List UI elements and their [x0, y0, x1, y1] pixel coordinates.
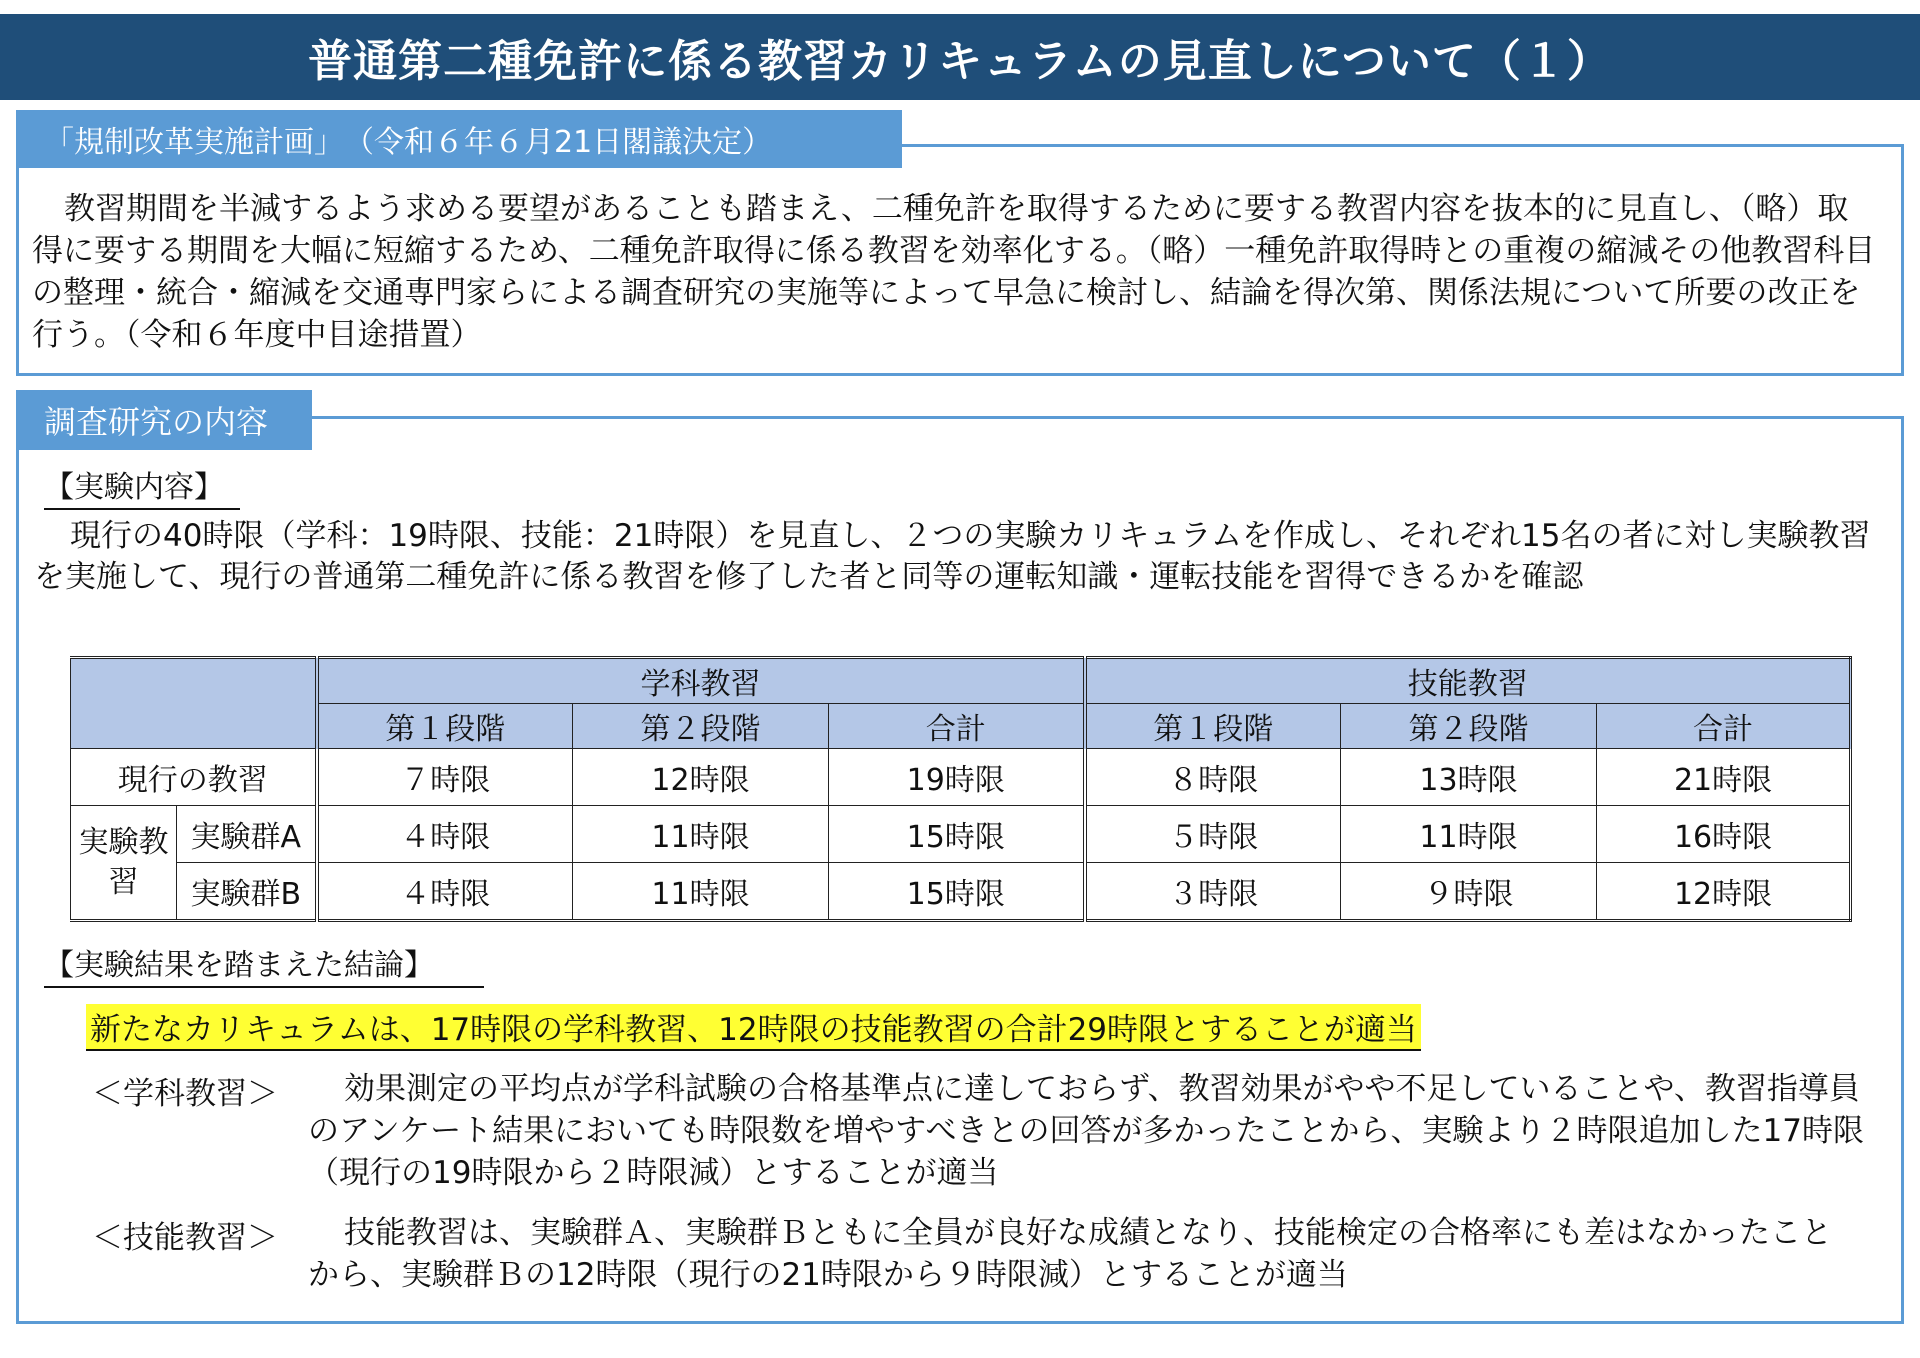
- table-cell: ８時限: [1085, 749, 1341, 806]
- subheader-skill-total: 合計: [1597, 704, 1851, 749]
- subheader-academic-total: 合計: [829, 704, 1085, 749]
- table-row-group-a: [71, 806, 1851, 863]
- academic-text: 効果測定の平均点が学科試験の合格基準点に達しておらず、教習効果がやや不足していることや、教習指導員のアンケート結果においても時限数を増やすべきとの回答が多かったことから、実験より２時限追加した17時限（現行の19時限から２時限減）とすることが適当: [308, 1071, 1864, 1191]
- table-cell: ７時限: [317, 749, 573, 806]
- table-subheader-row: [71, 704, 1851, 749]
- table-cell: 11時限: [1341, 806, 1597, 863]
- table-row-current: [71, 749, 1851, 806]
- curriculum-table: [70, 656, 1852, 922]
- table-corner: [71, 658, 317, 749]
- table-cell: 16時限: [1597, 806, 1851, 863]
- skill-text: 技能教習は、実験群Ａ、実験群Ｂともに全員が良好な成績となり、技能検定の合格率にも差はなかったことから、実験群Ｂの12時限（現行の21時限から９時限減）とすることが適当: [308, 1215, 1832, 1293]
- table-cell: 13時限: [1341, 749, 1597, 806]
- table-header-row: [71, 658, 1851, 704]
- header-skill: 技能教習: [1085, 658, 1851, 704]
- table-cell: ５時限: [1085, 806, 1341, 863]
- conclusion-highlight: 新たなカリキュラムは、17時限の学科教習、12時限の技能教習の合計29時限とすることが適当: [86, 1004, 1421, 1051]
- skill-label: ＜技能教習＞: [92, 1220, 278, 1256]
- table-cell: 11時限: [573, 863, 829, 921]
- table-cell: ９時限: [1341, 863, 1597, 921]
- table-cell: 11時限: [573, 806, 829, 863]
- table-cell: ３時限: [1085, 863, 1341, 921]
- page-title: 普通第二種免許に係る教習カリキュラムの見直しについて（１）: [0, 14, 1920, 100]
- row-label-group-a: 実験群A: [177, 806, 317, 863]
- table-cell: 21時限: [1597, 749, 1851, 806]
- table-cell: 15時限: [829, 806, 1085, 863]
- row-label-current: 現行の教習: [71, 749, 317, 806]
- subheader-academic-stage2: 第２段階: [573, 704, 829, 749]
- regulation-plan-label: 「規制改革実施計画」 （令和６年６月21日閣議決定）: [16, 110, 902, 168]
- subheader-skill-stage2: 第２段階: [1341, 704, 1597, 749]
- academic-label: ＜学科教習＞: [92, 1076, 278, 1112]
- subheader-academic-stage1: 第１段階: [317, 704, 573, 749]
- table-cell: 12時限: [1597, 863, 1851, 921]
- table-cell: ４時限: [317, 863, 573, 921]
- table-cell: 12時限: [573, 749, 829, 806]
- research-label: 調査研究の内容: [16, 390, 312, 450]
- conclusion-heading: 【実験結果を踏まえた結論】: [44, 940, 484, 988]
- table-cell: ４時限: [317, 806, 573, 863]
- subheader-skill-stage1: 第１段階: [1085, 704, 1341, 749]
- experiment-text: 現行の40時限（学科：19時限、技能：21時限）を見直し、２つの実験カリキュラムを作成し、それぞれ15名の者に対し実験教習を実施して、現行の普通第二種免許に係る教習を修了した者と同等の運転知識・運転技能を習得できるかを確認: [34, 518, 1871, 595]
- row-label-experiment: 実験教習: [71, 806, 177, 921]
- table-cell: 19時限: [829, 749, 1085, 806]
- header-academic: 学科教習: [317, 658, 1085, 704]
- experiment-heading: 【実験内容】: [44, 462, 240, 510]
- regulation-plan-text: 教習期間を半減するよう求める要望があることも踏まえ、二種免許を取得するために要する教習内容を抜本的に見直し、（略）取得に要する期間を大幅に短縮するため、二種免許取得に係る教習を効率化する。（略）一種免許取得時との重複の縮減その他教習科目の整理・統合・縮減を交通専門家らによる調査研究の実施等によって早急に検討し、結論を得次第、関係法規について所要の改正を行う。（令和６年度中目途措置）: [32, 191, 1876, 353]
- table-row-group-b: [71, 863, 1851, 921]
- row-label-group-b: 実験群B: [177, 863, 317, 921]
- table-cell: 15時限: [829, 863, 1085, 921]
